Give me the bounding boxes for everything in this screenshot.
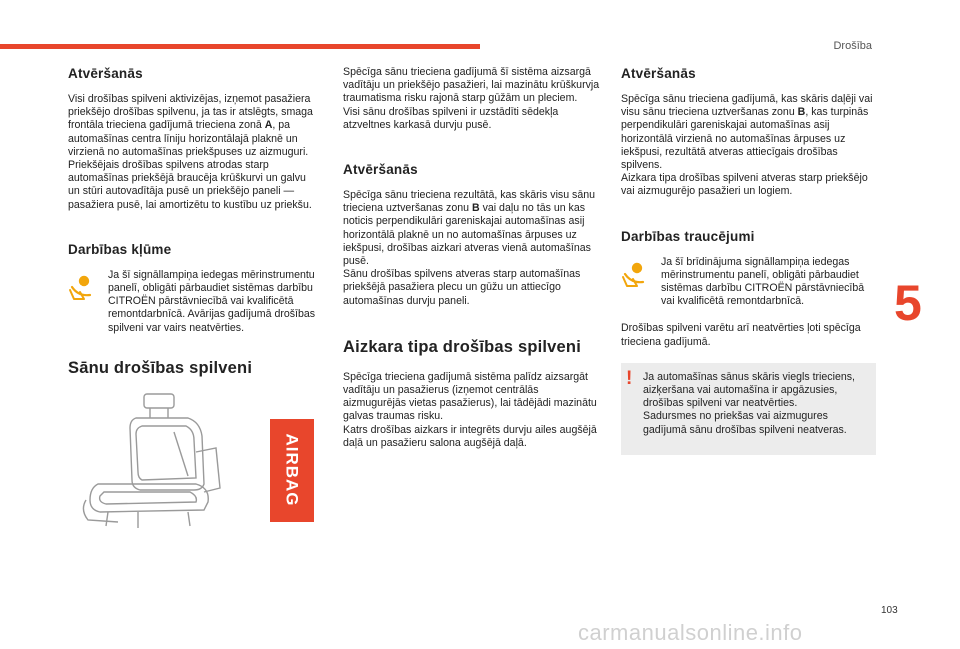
column-right xyxy=(621,66,876,455)
warning-box xyxy=(621,363,876,455)
section-title: Drošība xyxy=(833,40,872,52)
airbag-warning-icon xyxy=(68,269,108,301)
paragraph-curtain-deployment: Spēcīga sānu trieciena gadījumā, kas skāris daļēji vai visu sānu trieciena uztveršanas zonu B, kas turpinās perpendikulāri gareniskajai automašīnas asij horizontālā virzienā no automašīnas ārpuses uz iekšpusi, rezultātā atveras attiecīgais drošības spilvens. xyxy=(621,93,873,172)
heading-faults: Darbības traucējumi xyxy=(621,228,755,244)
paragraph-side-location: Visi sānu drošības spilveni ir uzstādīti sēdekļa atzveltnes karkasā durvju pusē. xyxy=(343,105,559,131)
paragraph-side-inflation: Sānu drošības spilvens atveras starp automašīnas priekšējā pasažiera plecu un gūžu un attiecīgo automašīnas durvju paneli. xyxy=(343,268,581,307)
paragraph-side-protect: Spēcīga sānu trieciena gadījumā šī sistēma aizsargā vadītāju un priekšējo pasažieri, lai mazinātu krūškurvja traumatisma risku rajonā starp gūžām un pleciem. xyxy=(343,66,600,105)
page-number: 103 xyxy=(881,605,898,616)
watermark: carmanualsonline.info xyxy=(578,620,803,645)
airbag-warning-icon xyxy=(621,256,661,288)
faults-note xyxy=(621,256,876,309)
seat-illustration xyxy=(78,392,238,532)
warning-text-light-impact: Ja automašīnas sānus skāris viegls trieciens, aizķeršana vai automašīna ir apgāzusies, drošības spilveni var neatvērties. xyxy=(643,370,855,410)
paragraph-curtain-protect: Spēcīga trieciena gadījumā sistēma palīdz aizsargāt vadītāju un pasažierus (izņemot centrālās aizmugurējās vietas pasažierus), lai tādējādi mazinātu galvas traumas risku. xyxy=(343,370,597,423)
malfunction-note-text: Ja šī signāllampiņa iedegas mērinstrumentu panelī, obligāti pārbaudiet sistēmas darbību CITROËN pārstāvniecībā vai kvalificētā remontdarbnīcā. Avārijas gadījumā drošības spilveni var vairs neatvērties. xyxy=(108,268,316,334)
heading-curtain-deployment: Atvēršanās xyxy=(621,66,696,81)
heading-curtain-airbags: Aizkara tipa drošības spilveni xyxy=(343,337,581,356)
malfunction-note xyxy=(68,269,318,335)
heading-side-deployment: Atvēršanās xyxy=(343,162,418,178)
airbag-label: AIRBAG xyxy=(270,419,314,522)
paragraph-curtain-inflation: Aizkara tipa drošības spilveni atveras starp priekšējo vai aizmugurējo pasažieri un logiem. xyxy=(621,172,868,198)
paragraph-frontal-deployment: Visi drošības spilveni aktivizējas, izņemot pasažiera priekšējo drošības spilvenu, ja tas ir atslēgts, smaga frontāla trieciena gadījumā trieciena zonā A, pa automašīnas centra līniju horizontālajā plaknē un virzienā no automašīnas priekšpuses uz aizmuguri. xyxy=(68,93,313,158)
alert-exclamation-icon: ! xyxy=(626,367,633,389)
column-left xyxy=(68,66,318,532)
chapter-number: 5 xyxy=(894,275,922,331)
column-middle xyxy=(343,66,600,450)
header-accent-bar xyxy=(0,44,480,49)
heading-side-airbags: Sānu drošības spilveni xyxy=(68,358,253,377)
heading-deployment: Atvēršanās xyxy=(68,66,143,81)
paragraph-severe-impact: Drošības spilveni varētu arī neatvērties ļoti spēcīga trieciena gadījumā. xyxy=(621,322,861,348)
paragraph-curtain-location: Katrs drošības aizkars ir integrēts durvju ailes augšējā daļā un pasažieru salona augšējā daļā. xyxy=(343,423,597,449)
paragraph-side-deployment: Spēcīga sānu trieciena rezultātā, kas skāris visu sānu trieciena uztveršanas zonu B vai daļu no tās un kas noticis perpendikulāri gareniskajai automašīnas asij horizontālā plaknē un no automašīnas ārpuses uz iekšpusi, drošības aizkari atveras vienā automašīnas pusē. xyxy=(343,189,596,268)
heading-malfunction: Darbības kļūme xyxy=(68,241,172,257)
warning-text-front-rear: Sadursmes no priekšas vai aizmugures gadījumā sānu drošības spilveni neatveras. xyxy=(643,410,847,436)
faults-note-text: Ja šī brīdinājuma signāllampiņa iedegas mērinstrumentu panelī, obligāti pārbaudiet sistēmas darbību CITROËN pārstāvniecībā vai kvalificētā remontdarbnīcā. xyxy=(661,255,865,308)
paragraph-frontal-location: Priekšējais drošības spilvens atrodas starp automašīnas priekšējā braucēja krūškurvi un galvu un stūri autovadītāja pusē un priekšējo paneli — pasažiera pusē, lai amortizētu to kustību uz priekšu. xyxy=(68,159,312,211)
side-airbag-figure xyxy=(68,392,326,532)
